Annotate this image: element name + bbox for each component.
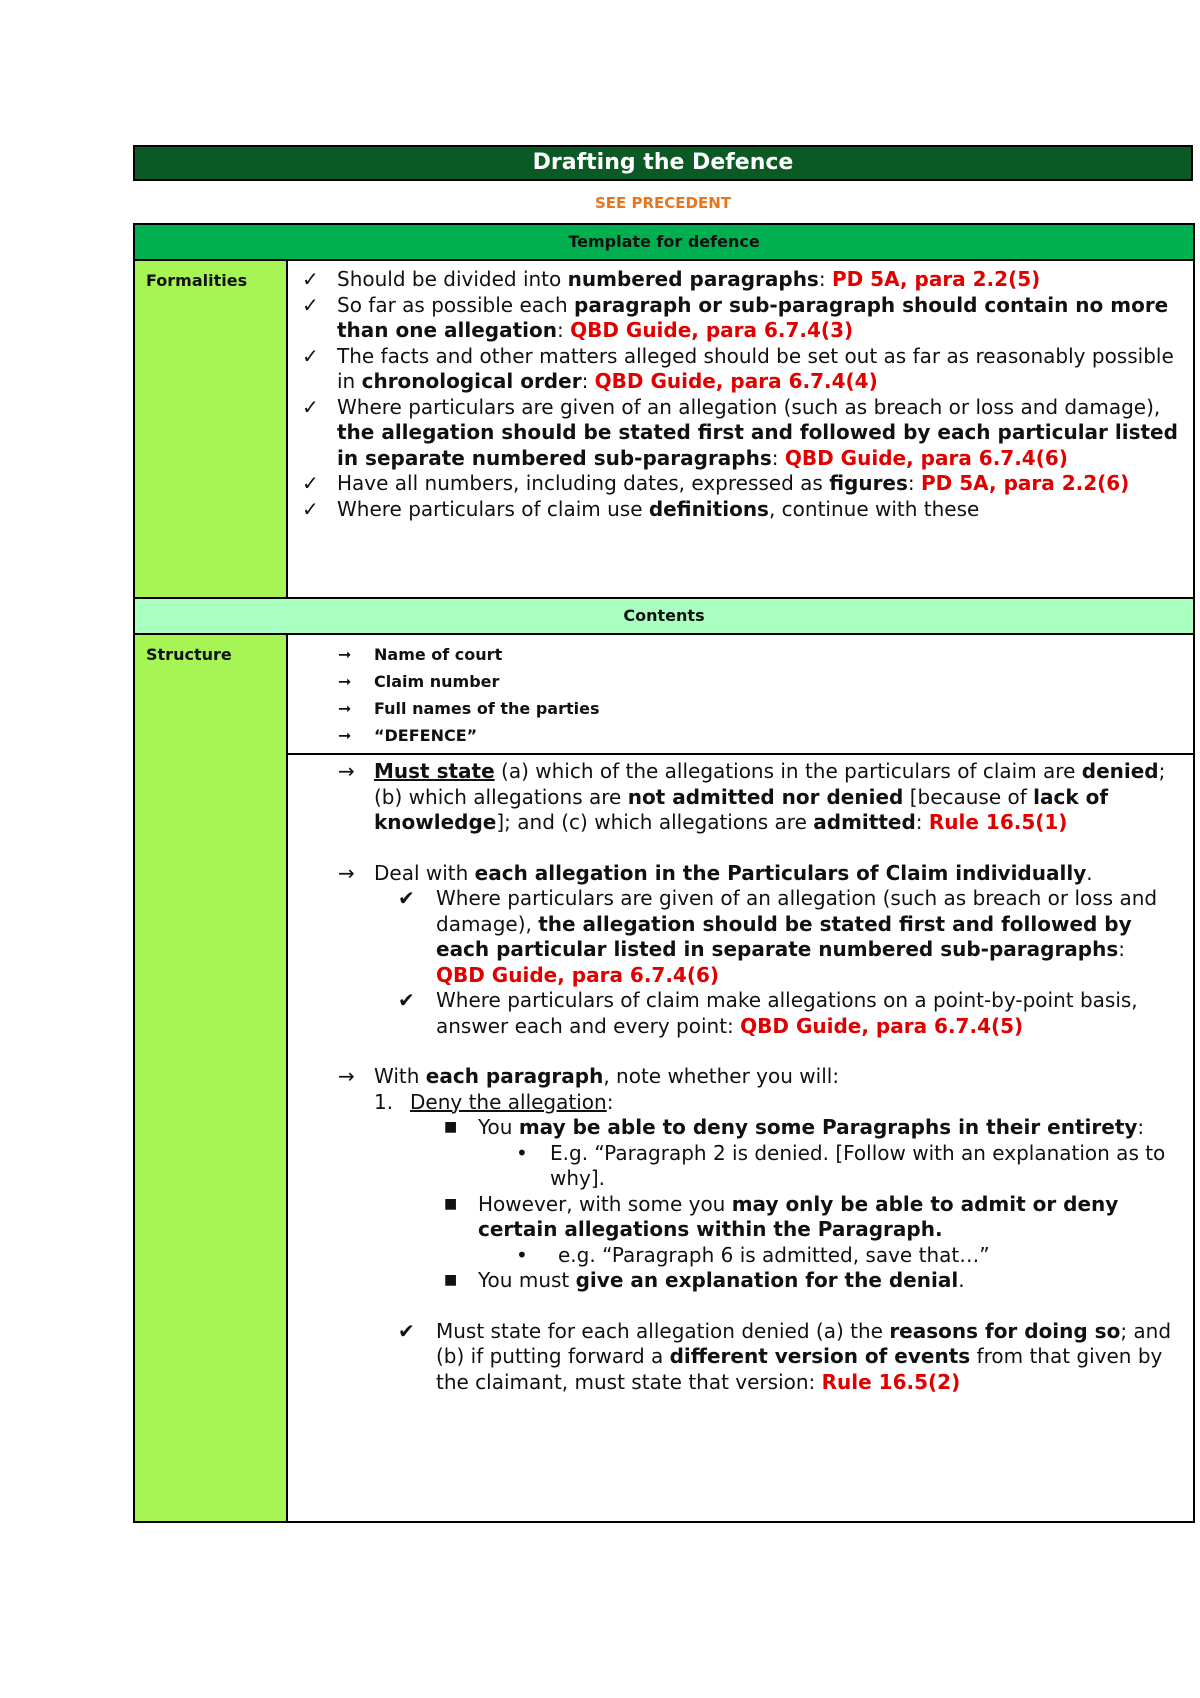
list-item: ✓ Where particulars are given of an allegation (such as breach or loss and damage), the allegation should be stated first and followed by each particular listed in separate numbered sub-paragraphs: QBD Guide, para 6.7.4(6): [302, 394, 1178, 470]
list-item: ✓ Have all numbers, including dates, expressed as figures: PD 5A, para 2.2(6): [302, 471, 1130, 495]
arrow-icon: ➞: [338, 645, 352, 664]
formalities-label: Formalities: [134, 260, 287, 598]
bullet-icon: •: [516, 1140, 528, 1165]
list-item: • E.g. “Paragraph 2 is denied. [Follow with an explanation as to why].: [516, 1140, 1166, 1190]
structure-label: Structure: [134, 634, 287, 1522]
arrow-icon: →: [338, 759, 355, 783]
arrow-icon: →: [338, 1064, 355, 1088]
checkmark-icon: ✔: [398, 1318, 415, 1343]
contents-header: Contents: [134, 598, 1194, 634]
list-item: • e.g. “Paragraph 6 is admitted, save that…”: [516, 1242, 990, 1267]
checkmark-icon: ✓: [302, 292, 319, 317]
checkmark-icon: ✓: [302, 496, 319, 521]
list-item: ■ However, with some you may only be able to admit or deny certain allegations within the Paragraph.: [444, 1191, 1119, 1241]
arrow-icon: ➞: [338, 699, 352, 718]
square-bullet-icon: ■: [444, 1272, 458, 1288]
formalities-list: [288, 261, 1193, 532]
arrow-icon: ➞: [338, 672, 352, 691]
list-item: ■ You may be able to deny some Paragraphs in their entirety:: [444, 1115, 1145, 1139]
checkmark-icon: ✓: [302, 394, 319, 419]
list-item: ➞ Claim number: [338, 668, 1193, 695]
checkmark-icon: ✓: [302, 471, 319, 495]
see-precedent-note: SEE PRECEDENT: [594, 194, 732, 212]
deal-with-item: → Deal with each allegation in the Particulars of Claim individually.: [338, 860, 1093, 885]
list-item: ✔ Where particulars are given of an allegation (such as breach or loss and damage), the allegation should be stated first and followed by each particular listed in separate numbered sub-paragraphs: QBD Guide, para 6.7.4(6): [398, 886, 1158, 987]
square-bullet-icon: ■: [444, 1195, 458, 1212]
list-item: ➞ “DEFENCE”: [338, 722, 1193, 749]
structure-body: [288, 755, 1193, 1413]
list-item: ✔ Must state for each allegation denied (a) the reasons for doing so; and (b) if putting forward a different version of events from that given by the claimant, must state that version: Rule 16.5(2): [398, 1318, 1172, 1394]
list-item: 1. Deny the allegation:: [374, 1089, 614, 1114]
arrow-icon: →: [338, 860, 355, 885]
list-item: ✓ Where particulars of claim use definitions, continue with these: [302, 496, 980, 521]
checkmark-icon: ✓: [302, 343, 319, 368]
list-item: ✔ Where particulars of claim make allegations on a point-by-point basis, answer each and every point: QBD Guide, para 6.7.4(5): [398, 988, 1138, 1038]
list-item: ■ You must give an explanation for the denial.: [444, 1268, 965, 1292]
bullet-icon: •: [516, 1242, 528, 1267]
square-bullet-icon: ■: [444, 1119, 458, 1135]
page-title: Drafting the Defence: [133, 145, 1193, 181]
structure-content: [287, 634, 1194, 1522]
list-item: ➞ Full names of the parties: [338, 695, 1193, 722]
checkmark-icon: ✔: [398, 886, 415, 910]
formalities-content: [287, 260, 1194, 598]
with-each-item: → With each paragraph, note whether you will:: [338, 1064, 840, 1088]
checkmark-icon: ✔: [398, 988, 415, 1012]
template-header: Template for defence: [134, 224, 1194, 260]
arrow-icon: ➞: [338, 726, 352, 745]
document-page: [133, 145, 1193, 1523]
defence-heading-list: [288, 635, 1193, 753]
list-item: ➞ Name of court: [338, 641, 1193, 668]
must-state-item: → Must state (a) which of the allegations in the particulars of claim are denied; (b) which allegations are not admitted nor denied [because of lack of knowledge]; and (c) which allegations are admitted: Rule 16.5(1): [338, 759, 1166, 834]
defence-template-table: [133, 223, 1195, 1523]
checkmark-icon: ✓: [302, 267, 319, 291]
list-item: ✓ The facts and other matters alleged should be set out as far as reasonably possible in chronological order: QBD Guide, para 6.7.4(4): [302, 343, 1174, 393]
list-item: ✓ Should be divided into numbered paragraphs: PD 5A, para 2.2(5): [302, 267, 1041, 291]
list-item: ✓ So far as possible each paragraph or sub-paragraph should contain no more than one allegation: QBD Guide, para 6.7.4(3): [302, 292, 1169, 342]
